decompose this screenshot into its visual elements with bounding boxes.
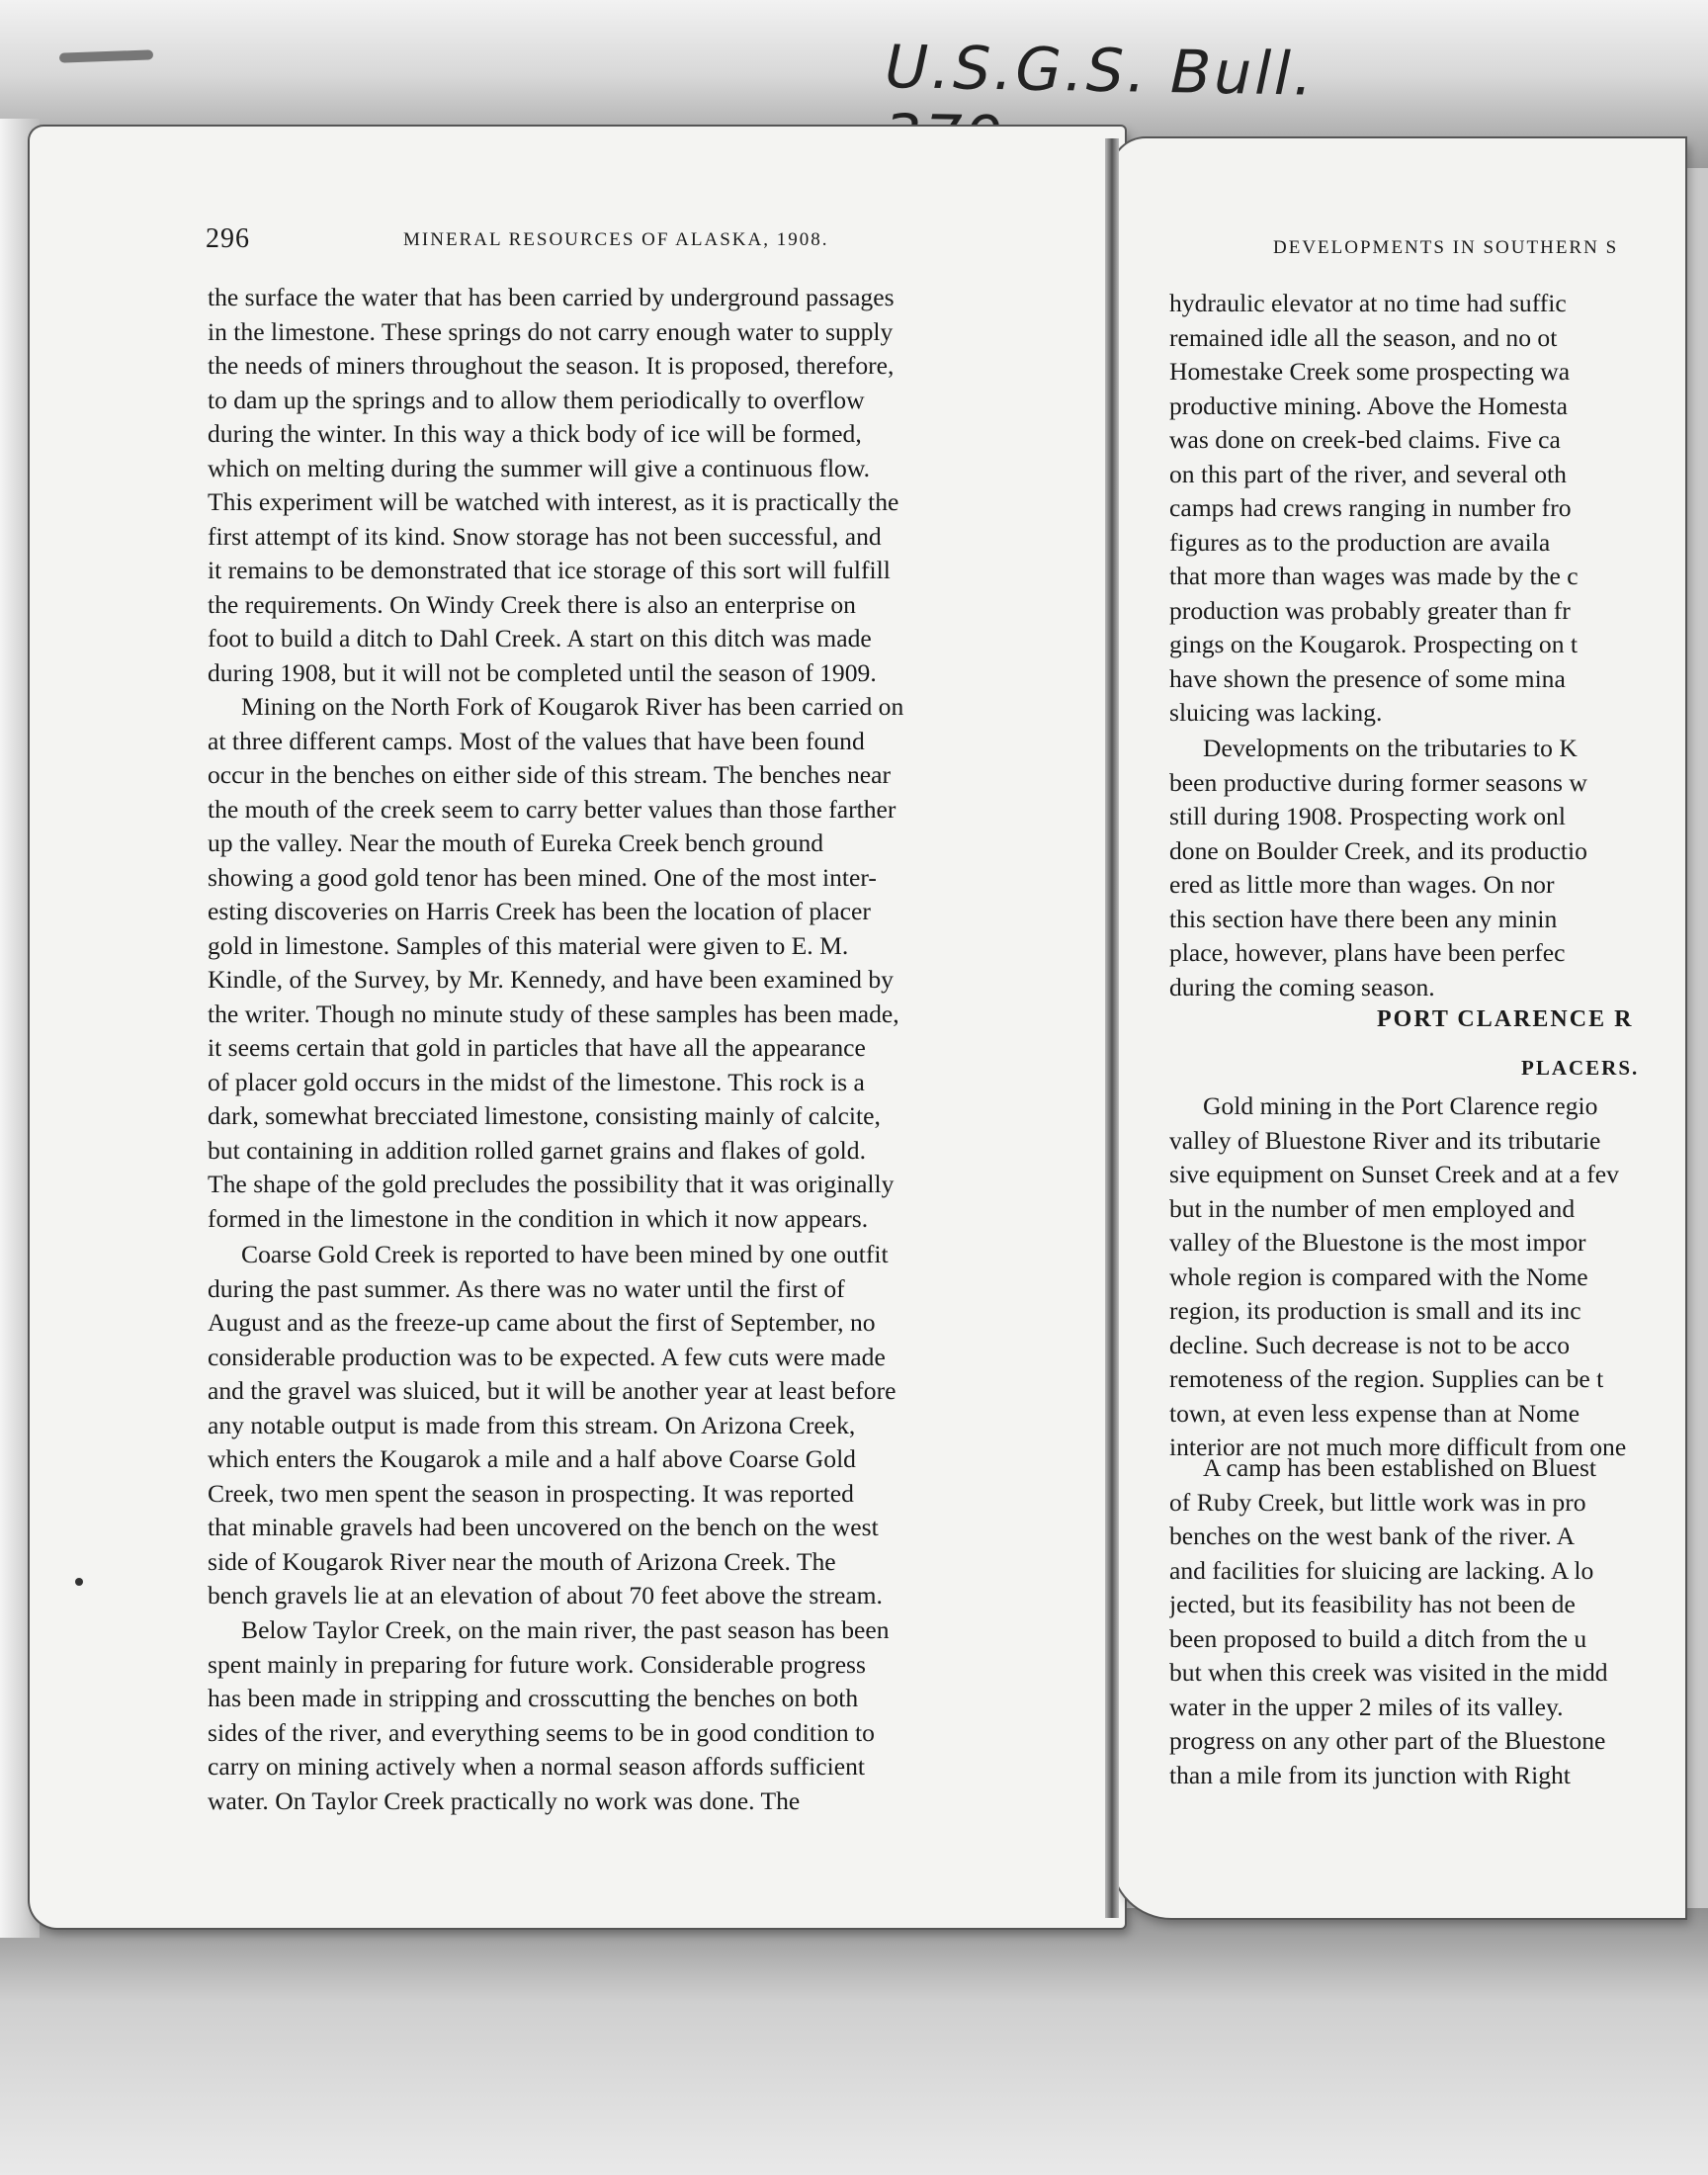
text-line: considerable production was to be expected. A few cuts were made	[208, 1342, 886, 1371]
text-line: production was probably greater than fr	[1169, 595, 1571, 625]
text-line: Coarse Gold Creek is reported to have been mined by one outfit	[241, 1240, 889, 1268]
text-line: water. On Taylor Creek practically no work was done. The	[208, 1785, 801, 1815]
text-line: during the coming season.	[1169, 972, 1435, 1001]
right-paragraph-1	[1169, 287, 1579, 731]
text-line: of placer gold occurs in the midst of the limestone. This rock is a	[208, 1067, 865, 1096]
text-line: valley of the Bluestone is the most impor	[1169, 1228, 1586, 1257]
text-line: that more than wages was made by the c	[1169, 562, 1579, 590]
text-line: but when this creek was visited in the midd	[1169, 1658, 1608, 1687]
text-line: the writer. Though no minute study of these samples has been made,	[208, 999, 899, 1028]
left-running-head: MINERAL RESOURCES OF ALASKA, 1908.	[403, 229, 829, 250]
text-line: Kindle, of the Survey, by Mr. Kennedy, and have been examined by	[208, 965, 894, 994]
text-line: the surface the water that has been carried by underground passages	[208, 283, 895, 311]
text-line: done on Boulder Creek, and its productio	[1169, 835, 1587, 865]
text-line: A camp has been established on Bluest	[1203, 1453, 1597, 1482]
page-number: 296	[206, 223, 250, 254]
right-running-head: DEVELOPMENTS IN SOUTHERN S	[1273, 237, 1619, 258]
text-line: Below Taylor Creek, on the main river, the past season has been	[241, 1615, 890, 1644]
text-line: hydraulic elevator at no time had suffic	[1169, 289, 1567, 317]
text-line: Developments on the tributaries to K	[1203, 734, 1578, 762]
text-line: which on melting during the summer will give a continuous flow.	[208, 453, 871, 482]
text-line: carry on mining actively when a normal season affords sufficient	[208, 1752, 865, 1781]
text-line: dark, somewhat brecciated limestone, consisting mainly of calcite,	[208, 1101, 881, 1130]
text-line: gold in limestone. Samples of this material were given to E. M.	[208, 930, 849, 960]
text-line: on this part of the river, and several oth	[1169, 459, 1567, 488]
right-paragraph-4	[1169, 1451, 1608, 1792]
text-line: progress on any other part of the Bluestone	[1169, 1726, 1606, 1755]
text-line: of Ruby Creek, but little work was in pro	[1169, 1487, 1586, 1517]
text-line: remained idle all the season, and no ot	[1169, 322, 1558, 352]
text-line: region, its production is small and its inc	[1169, 1296, 1581, 1325]
section-subheading: PLACERS.	[1521, 1056, 1640, 1080]
text-line: remoteness of the region. Supplies can be t	[1169, 1364, 1604, 1393]
text-line: any notable output is made from this stream. On Arizona Creek,	[208, 1410, 856, 1439]
text-line: Creek, two men spent the season in prospecting. It was reported	[208, 1478, 854, 1508]
text-line: and the gravel was sluiced, but it will be another year at least before	[208, 1376, 897, 1405]
text-line: during the winter. In this way a thick body of ice will be formed,	[208, 419, 862, 448]
text-line: productive mining. Above the Homesta	[1169, 391, 1569, 420]
left-paragraph-3	[208, 1238, 896, 1613]
right-paragraph-2	[1169, 732, 1587, 1004]
text-line: This experiment will be watched with interest, as it is practically the	[208, 487, 899, 516]
text-line: decline. Such decrease is not to be acco	[1169, 1330, 1571, 1359]
text-line: it seems certain that gold in particles that have all the appearance	[208, 1033, 866, 1062]
text-line: Mining on the North Fork of Kougarok River has been carried on	[241, 692, 904, 721]
text-line: it remains to be demonstrated that ice storage of this sort will fulfill	[208, 556, 891, 584]
text-line: Homestake Creek some prospecting wa	[1169, 357, 1571, 386]
text-line: the needs of miners throughout the season. It is proposed, therefore,	[208, 351, 895, 380]
text-line: sive equipment on Sunset Creek and at a fev	[1169, 1160, 1619, 1188]
text-line: sluicing was lacking.	[1169, 698, 1383, 727]
text-line: first attempt of its kind. Snow storage has not been successful, and	[208, 521, 882, 551]
text-line: figures as to the production are availa	[1169, 527, 1551, 557]
text-line: whole region is compared with the Nome	[1169, 1262, 1588, 1291]
text-line: ered as little more than wages. On nor	[1169, 870, 1555, 899]
text-line: has been made in stripping and crosscutting the benches on both	[208, 1684, 859, 1712]
text-line: during 1908, but it will not be completed until the season of 1909.	[208, 657, 877, 687]
text-line: but in the number of men employed and	[1169, 1193, 1576, 1223]
left-paragraph-1	[208, 281, 898, 690]
section-heading: PORT CLARENCE R	[1377, 1006, 1634, 1032]
text-line: in the limestone. These springs do not carry enough water to supply	[208, 316, 894, 346]
right-paragraph-3	[1169, 1089, 1626, 1465]
text-line: jected, but its feasibility has not been de	[1169, 1590, 1576, 1618]
text-line: but containing in addition rolled garnet grains and flakes of gold.	[208, 1135, 866, 1165]
text-line: the requirements. On Windy Creek there is also an enterprise on	[208, 589, 856, 619]
text-line: interior are not much more difficult from one	[1169, 1433, 1627, 1461]
book-gutter	[1105, 138, 1119, 1918]
text-line: this section have there been any minin	[1169, 904, 1558, 933]
text-line: spent mainly in preparing for future work. Considerable progress	[208, 1649, 866, 1679]
text-line: camps had crews ranging in number fro	[1169, 493, 1572, 522]
text-line: was done on creek-bed claims. Five ca	[1169, 425, 1561, 454]
text-line: benches on the west bank of the river. A	[1169, 1522, 1576, 1550]
text-line: showing a good gold tenor has been mined. One of the most inter-	[208, 862, 877, 892]
text-line: than a mile from its junction with Right	[1169, 1760, 1571, 1789]
text-line: town, at even less expense than at Nome	[1169, 1398, 1580, 1428]
text-line: the mouth of the creek seem to carry better values than those farther	[208, 794, 897, 824]
text-line: place, however, plans have been perfec	[1169, 938, 1566, 967]
text-line: during the past summer. As there was no water until the first of	[208, 1273, 845, 1303]
left-paragraph-2	[208, 690, 903, 1236]
right-page-text-clip	[1169, 0, 1683, 2175]
text-line: up the valley. Near the mouth of Eureka Creek bench ground	[208, 828, 824, 857]
text-line: have shown the presence of some mina	[1169, 663, 1566, 693]
text-line: side of Kougarok River near the mouth of Arizona Creek. The	[208, 1546, 836, 1576]
handwritten-note: U.S.G.S. Bull.	[884, 33, 1317, 110]
text-line: that minable gravels had been uncovered on the bench on the west	[208, 1513, 879, 1541]
left-paragraph-4	[208, 1613, 890, 1818]
text-line: Gold mining in the Port Clarence regio	[1203, 1091, 1598, 1120]
text-line: bench gravels lie at an elevation of about 70 feet above the stream.	[208, 1581, 883, 1610]
text-line: still during 1908. Prospecting work onl	[1169, 802, 1566, 830]
text-line: water in the upper 2 miles of its valley.	[1169, 1692, 1564, 1721]
text-line: foot to build a ditch to Dahl Creek. A start on this ditch was made	[208, 624, 872, 652]
text-line: been productive during former seasons w	[1169, 767, 1587, 797]
text-line: valley of Bluestone River and its tributarie	[1169, 1125, 1601, 1155]
text-line: The shape of the gold precludes the possibility that it was originally	[208, 1170, 895, 1198]
text-line: which enters the Kougarok a mile and a half above Coarse Gold	[208, 1444, 856, 1473]
text-line: been proposed to build a ditch from the u	[1169, 1623, 1587, 1653]
text-line: and facilities for sluicing are lacking. A lo	[1169, 1555, 1594, 1585]
text-line: sides of the river, and everything seems to be in good condition to	[208, 1717, 875, 1747]
text-line: to dam up the springs and to allow them periodically to overflow	[208, 385, 865, 414]
text-line: formed in the limestone in the condition in which it now appears.	[208, 1203, 869, 1233]
margin-dot	[75, 1578, 83, 1586]
text-line: August and as the freeze-up came about the first of September, no	[208, 1308, 876, 1337]
text-line: gings on the Kougarok. Prospecting on t	[1169, 630, 1579, 658]
text-line: esting discoveries on Harris Creek has been the location of placer	[208, 897, 871, 925]
text-line: occur in the benches on either side of this stream. The benches near	[208, 760, 892, 789]
text-line: at three different camps. Most of the values that have been found	[208, 726, 865, 755]
